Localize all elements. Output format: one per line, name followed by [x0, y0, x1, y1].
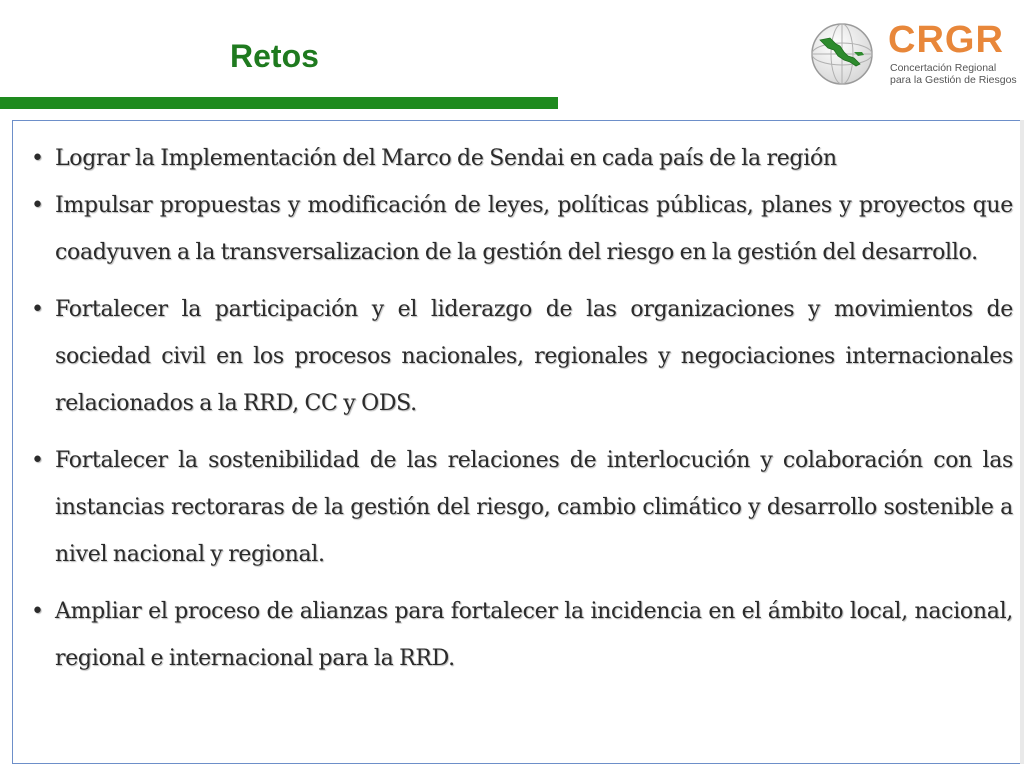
logo-subtitle-line1: Concertación Regional — [890, 62, 997, 74]
slide-title: Retos — [230, 38, 319, 74]
bullet-item — [27, 286, 1013, 427]
bullet-text: Ampliar el proceso de alianzas para fortalecer la incidencia en el ámbito local, nacional, regional e internacional para la RRD. — [55, 599, 1013, 671]
bullet-icon: • — [31, 599, 44, 624]
logo-subtitle — [890, 62, 1020, 86]
bullet-icon: • — [31, 297, 44, 322]
bullet-content-box — [12, 120, 1022, 764]
bullet-text: Fortalecer la sostenibilidad de las relaciones de interlocución y colaboración con las instancias rectoraras de la gestión del riesgo, cambio climático y desarrollo sostenible a nivel nacional y regional. — [55, 448, 1013, 567]
logo-subtitle-line2: para la Gestión de Riesgos — [890, 74, 1017, 86]
globe-map-icon — [810, 22, 874, 86]
bullet-text: Fortalecer la participación y el liderazgo de las organizaciones y movimientos de sociedad civil en los procesos nacionales, regionales y negociaciones internacionales relacionados a la RRD, CC y ODS. — [55, 297, 1013, 416]
bullet-item — [27, 135, 1013, 182]
logo-name: CRGR — [888, 19, 1004, 61]
bullet-item — [27, 182, 1013, 276]
bullet-icon: • — [31, 146, 44, 171]
bullet-item — [27, 588, 1013, 682]
right-edge-shadow — [1020, 120, 1024, 764]
bullet-icon: • — [31, 193, 44, 218]
bullet-text: Lograr la Implementación del Marco de Sendai en cada país de la región — [55, 146, 837, 171]
bullet-icon: • — [31, 448, 44, 473]
bullet-item — [27, 437, 1013, 578]
crgr-logo — [806, 18, 1016, 90]
title-underline-bar — [0, 97, 558, 109]
bullet-list — [27, 135, 1013, 692]
bullet-text: Impulsar propuestas y modificación de leyes, políticas públicas, planes y proyectos que coadyuven a la transversalizacion de la gestión del riesgo en la gestión del desarrollo. — [55, 193, 1013, 265]
